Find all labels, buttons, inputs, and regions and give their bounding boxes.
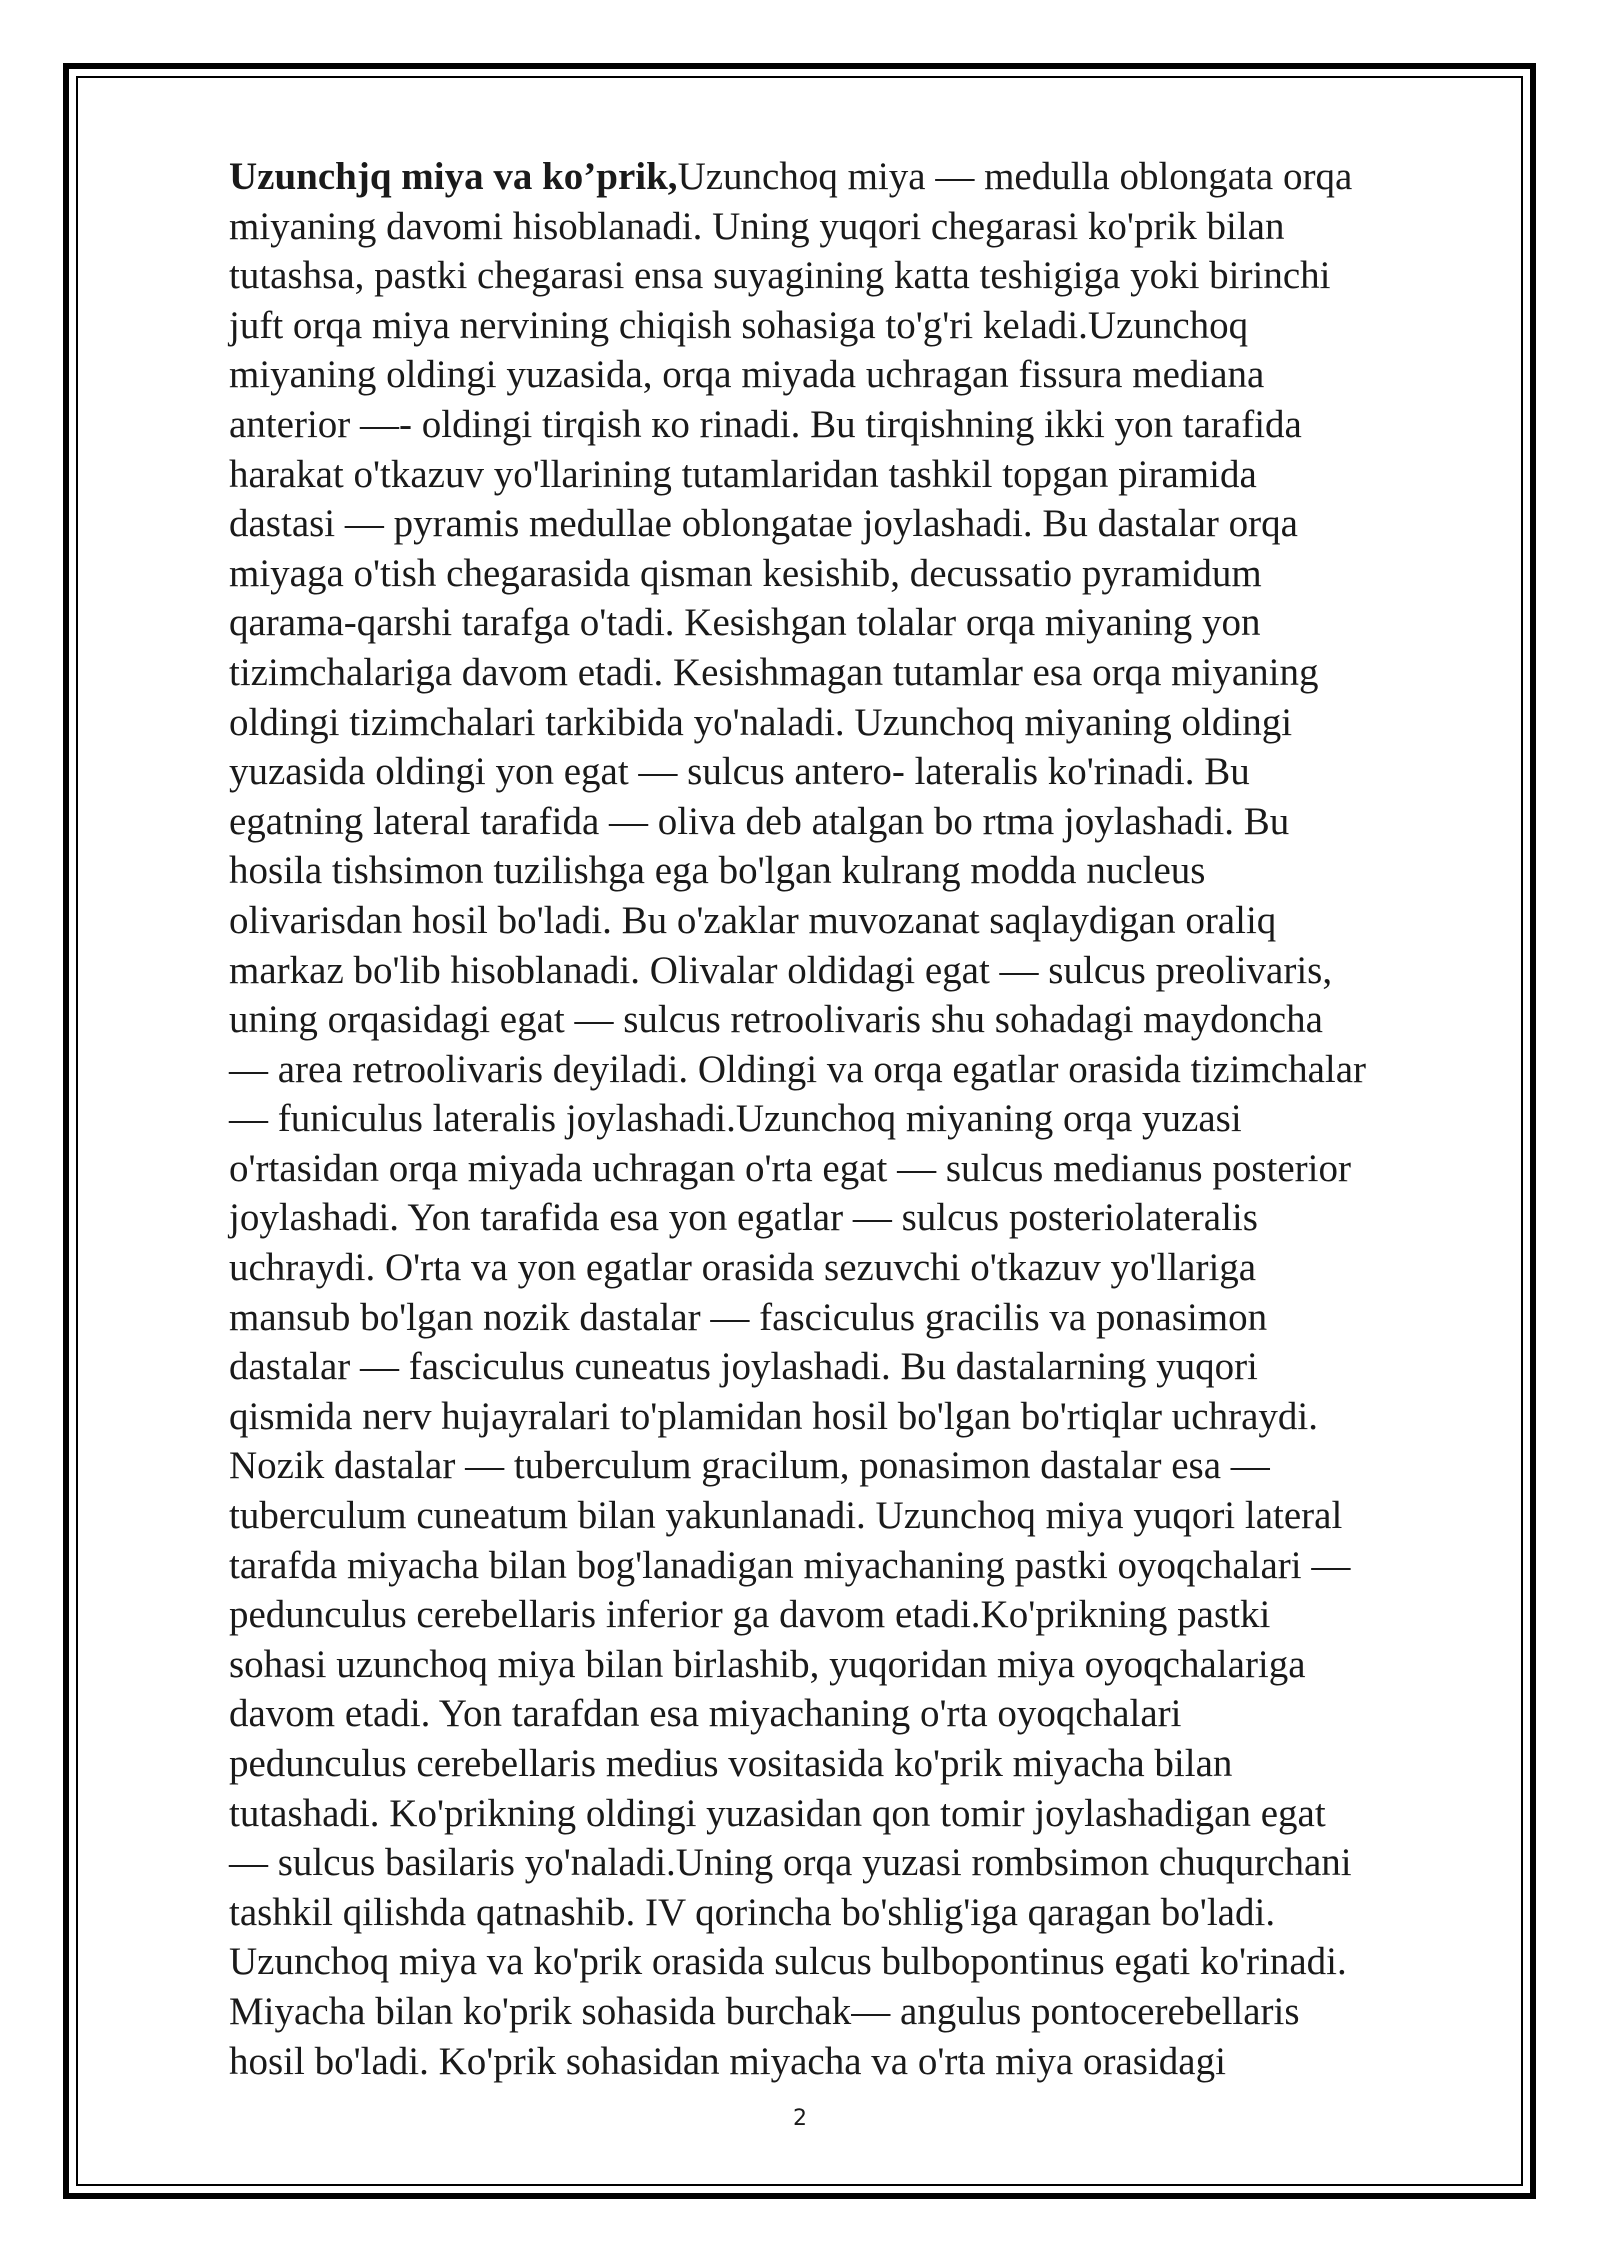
text-line: anterior —- oldingi tirqish кo rinadi. Bu tirqishning ikki yon tarafida: [229, 402, 1302, 446]
text-line: tashkil qilishda qatnashib. IV qorincha bo'shlig'iga qaragan bo'ladi.: [229, 1890, 1276, 1934]
text-line: dastalar — fasciculus cuneatus joylashadi. Bu dastalarning yuqori: [229, 1345, 1258, 1389]
text-line: tutashadi. Ko'prikning oldingi yuzasidan qon tomir joylashadigan egat: [229, 1791, 1326, 1835]
text-line: oldingi tizimchalari tarkibida yo'naladi. Uzunchoq miyaning oldingi: [229, 700, 1293, 744]
text-line: — sulcus basilaris yo'naladi.Uning orqa yuzasi rombsimon chuqurchani: [229, 1841, 1352, 1885]
text-line: yuzasida oldingi yon egat — sulcus antero- lateralis ko'rinadi. Bu: [229, 750, 1250, 794]
text-line: olivarisdan hosil bo'ladi. Bu o'zaklar muvozanat saqlaydigan oraliq: [229, 898, 1277, 942]
text-line: tutashsa, pastki chegarasi ensa suyagining katta teshigiga yoki birinchi: [229, 254, 1331, 298]
text-line: Uzunchjq miya va ko’prik,Uzunchoq miya — medulla oblongata orqa: [229, 155, 1353, 198]
text-line: miyaga o'tish chegarasida qisman kesishib, decussatio pyramidum: [229, 551, 1262, 595]
text-line: miyaning davomi hisoblanadi. Uning yuqori chegarasi ko'prik bilan: [229, 204, 1285, 248]
document-body: [229, 152, 1494, 2086]
text-line: Miyacha bilan ko'prik sohasida burchak— angulus pontocerebellaris: [229, 1989, 1300, 2033]
text-line: uning orqasidagi egat — sulcus retroolivaris shu sohadagi maydoncha: [229, 998, 1323, 1042]
text-line: Uzunchoq miya va ko'prik orasida sulcus bulbopontinus egati ko'rinadi.: [229, 1940, 1347, 1984]
text-line: uchraydi. O'rta va yon egatlar orasida sezuvchi o'tkazuv yo'llariga: [229, 1246, 1257, 1290]
text-line: juft orqa miya nervining chiqish sohasiga to'g'ri keladi.Uzunchoq: [229, 303, 1249, 347]
text-line: pedunculus cerebellaris inferior ga davom etadi.Ko'prikning pastki: [229, 1593, 1271, 1637]
body-paragraph: [229, 152, 1494, 2086]
text-line: sohasi uzunchoq miya bilan birlashib, yuqoridan miya oyoqchalariga: [229, 1642, 1306, 1686]
text-line: qismida nerv hujayralari to'plamidan hosil bo'lgan bo'rtiqlar uchraydi.: [229, 1394, 1318, 1438]
text-line: davom etadi. Yon tarafdan esa miyachaning o'rta oyoqchalari: [229, 1692, 1182, 1736]
section-heading: Uzunchjq miya va ko’prik,: [229, 155, 678, 198]
page-number: 2: [793, 2106, 807, 2131]
text-line: egatning lateral tarafida — oliva deb atalgan bo rtma joylashadi. Bu: [229, 799, 1290, 843]
text-line: tizimchalariga davom etadi. Kesishmagan tutamlar esa orqa miyaning: [229, 650, 1319, 694]
text-line: markaz bo'lib hisoblanadi. Olivalar oldidagi egat — sulcus preolivaris,: [229, 948, 1333, 992]
text-line: miyaning oldingi yuzasida, orqa miyada uchragan fissura mediana: [229, 353, 1265, 397]
text-line: — area retroolivaris deyiladi. Oldingi va orqa egatlar orasida tizimchalar: [229, 1047, 1367, 1091]
text-line: tarafda miyacha bilan bog'lanadigan miyachaning pastki oyoqchalari —: [229, 1543, 1351, 1587]
text-line: hosila tishsimon tuzilishga ega bo'lgan kulrang modda nucleus: [229, 849, 1206, 893]
text-line: dastasi — pyramis medullae oblongatae joylashadi. Bu dastalar orqa: [229, 502, 1298, 546]
text-line: — funiculus lateralis joylashadi.Uzunchoq miyaning orqa yuzasi: [229, 1097, 1242, 1141]
text-line: harakat o'tkazuv yo'llarining tutamlaridan tashkil topgan piramida: [229, 452, 1257, 496]
text-line: joylashadi. Yon tarafida esa yon egatlar — sulcus posteriolateralis: [229, 1196, 1258, 1240]
text-line: mansub bo'lgan nozik dastalar — fasciculus gracilis va ponasimon: [229, 1295, 1268, 1339]
text-line: tuberculum cuneatum bilan yakunlanadi. Uzunchoq miya yuqori lateral: [229, 1494, 1343, 1538]
text-line: pedunculus cerebellaris medius vositasida ko'prik miyacha bilan: [229, 1742, 1233, 1785]
text-line: Nozik dastalar — tuberculum gracilum, ponasimon dastalar esa —: [229, 1444, 1270, 1488]
text-line: o'rtasidan orqa miyada uchragan o'rta egat — sulcus medianus posterior: [229, 1146, 1351, 1190]
text-line: qarama-qarshi tarafga o'tadi. Kesishgan tolalar orqa miyaning yon: [229, 601, 1261, 645]
text-line: hosil bo'ladi. Ko'prik sohasidan miyacha va o'rta miya orasidagi: [229, 2039, 1226, 2083]
